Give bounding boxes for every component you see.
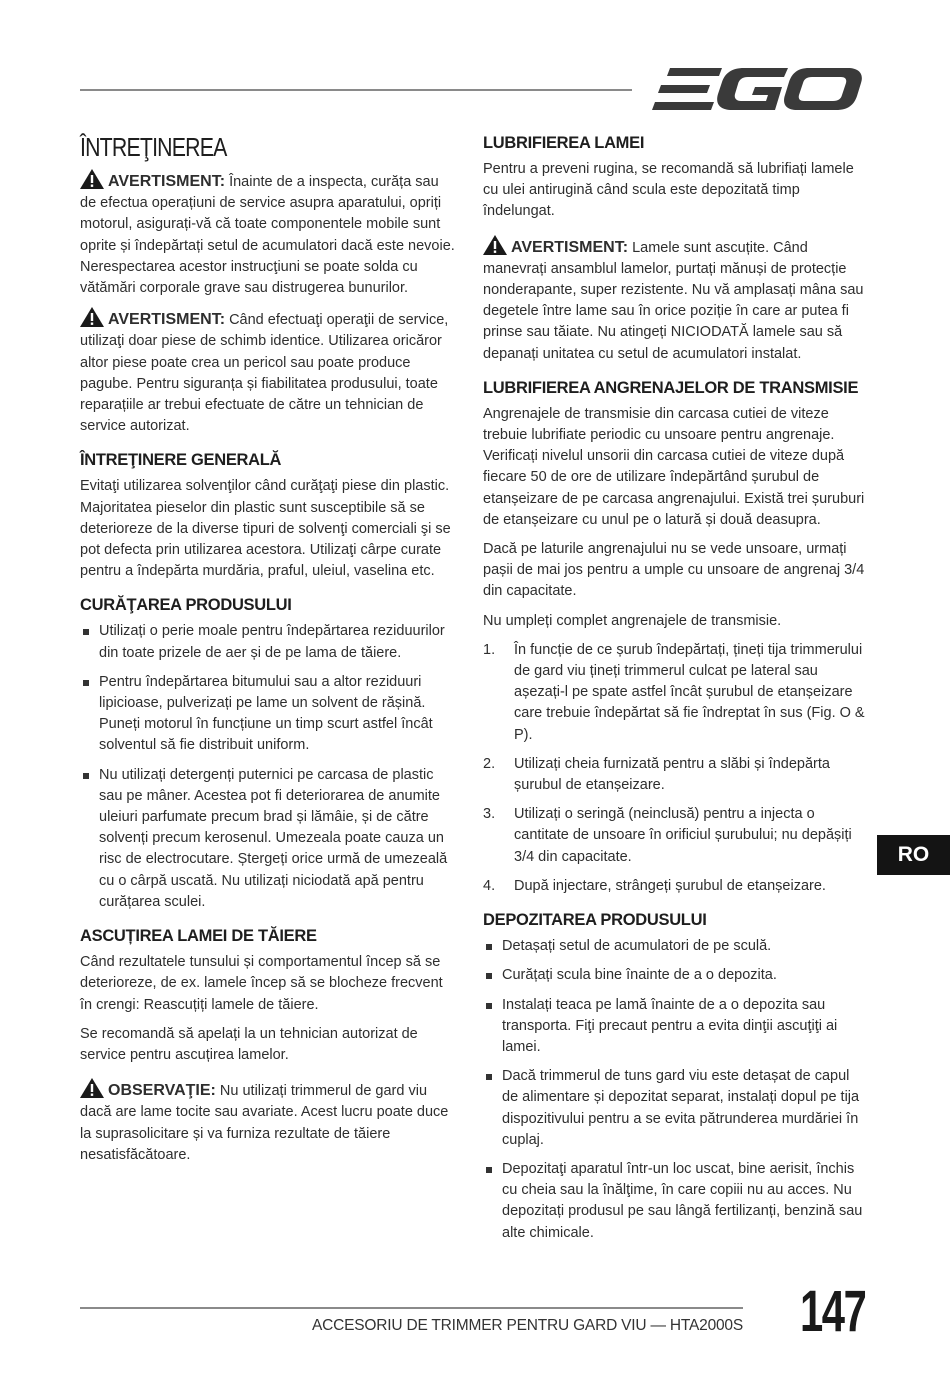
bullet-square-icon	[83, 629, 89, 635]
warning-triangle-icon	[80, 169, 104, 189]
section-heading-storage: DEPOZITAREA PRODUSULUI	[483, 911, 707, 930]
list-item: Nu utilizați detergenți puternici pe carcasa de plastic sau pe mâner. Acestea pot fi deteriorarea de anumite uleiuri parfumate precum brad și lămâie, și de către solvenți precum kerosenul. Umezeala poate cauza un risc de electrocutare. Ștergeți orice urmă de umezeală cu o cârpă uscată. Nu utilizați niciodată apă pentru curățarea sculei.	[80, 765, 458, 913]
warning-block	[80, 307, 458, 437]
bullet-square-icon	[486, 1074, 492, 1080]
blade-lubrication-text: Pentru a preveni rugina, se recomandă să lubrifiați lamele cu ulei antirugină când scula este depozitată timp îndelungat.	[483, 161, 854, 220]
note-label: OBSERVAŢIE:	[108, 1082, 216, 1100]
list-item: Instalați teaca pe lamă înainte de a o depozita sau transporta. Fiţi precaut pentru a evita dinţii ascuţiţi ai lamei.	[483, 995, 865, 1059]
bullet-square-icon	[83, 773, 89, 779]
list-item: Depozitaţi aparatul într-un loc uscat, bine aerisit, închis cu cheia sau la înălţime, în care copiii nu au acces. Nu depozitați produsul pe sau lângă fertilizanți, benzină sau alte chimicale.	[483, 1159, 865, 1244]
list-item: Utilizați o perie moale pentru îndepărtarea reziduurilor din toate prizele de aer și de pe lama de tăiere.	[80, 621, 458, 663]
ego-logo	[652, 66, 862, 112]
warning-triangle-icon	[483, 235, 507, 255]
page-number: 147	[800, 1279, 866, 1344]
list-item: 1. În funcție de ce șurub îndepărtați, țineți tija trimmerului de gard viu țineți trimmerul culcat pe lateral sau așezați-l pe spate astfel încât șurubul de etanșeizare care trebuie îndepărtat să fie îndreptat în sus (Fig. O & P).	[483, 641, 865, 743]
section-heading-cleaning: CURĂŢAREA PRODUSULUI	[80, 596, 292, 615]
bullet-square-icon	[486, 944, 492, 950]
gear-steps-list	[483, 640, 865, 897]
language-tab: RO	[877, 835, 950, 875]
header-rule	[80, 89, 632, 91]
sharpening-text-2: Se recomandă să apelați la un tehnician autorizat de service pentru ascuțirea lamelor.	[80, 1025, 418, 1063]
warning-text: Lamele sunt ascuțite. Când manevrați ansamblul lamelor, purtați mănuși de protecție nonderapante, super rezistente. Nu vă amplasați mâna sau degetele între lame sau în orice poziție în care ar putea fi prinse sau tăiate. Nu atingeți NICIODATĂ lamele sau să depanați unitatea cu setul de acumulatori instalat.	[483, 239, 864, 362]
note-block	[80, 1078, 458, 1166]
bullet-square-icon	[486, 1003, 492, 1009]
warning-triangle-icon	[80, 307, 104, 327]
left-column	[80, 130, 458, 1174]
gear-lubrication-text-1: Angrenajele de transmisie din carcasa cutiei de viteze trebuie lubrifiate periodic cu unsoare pentru angrenaje. Verificați nivelul unsorii din carcasa cutiei de viteze după fiecare 50 de ore de utilizare îndepărtând șurubul de etanșeizare de pe carcasa angrenajului. Există trei șuruburi de etanșeizare cu unul pe o latură și două deasupra.	[483, 405, 865, 528]
warning-label: AVERTISMENT:	[108, 311, 226, 329]
bullet-square-icon	[83, 680, 89, 686]
general-maintenance-text: Evitaţi utilizarea solvenţilor când curăţaţi piese din plastic. Majoritatea pieselor din plastic sunt susceptibile să se deterioreze de la diverse tipuri de solvenţi comerciali şi se pot defecta prin utilizarea acestora. Utilizaţi cârpe curate pentru a îndepărta murdăria, praful, uleiul, vaselina etc.	[80, 478, 451, 580]
sharpening-text-1: Când rezultatele tunsului și comportamentul încep să se deterioreze, de ex. lamele încep să se blocheze frecvent în crengi: Reascuțiți lamele de tăiere.	[80, 954, 443, 1013]
warning-text: Când efectuaţi operaţii de service, utilizaţi doar piese de schimb identice. Utilizarea oricăror altor piese poate crea un pericol sau poate produce pagube. Pentru siguranța și fiabilitatea produsului, toate reparațiile ar trebui efectuate de către un tehnician de service autorizat.	[80, 312, 449, 435]
footer-rule	[80, 1307, 743, 1309]
gear-lubrication-text-2: Dacă pe laturile angrenajului nu se vede unsoare, urmați pașii de mai jos pentru a umple cu unsoare de angrenaj 3/4 din capacitate.	[483, 541, 865, 600]
list-item: Curățați scula bine înainte de a o depozita.	[483, 965, 865, 986]
section-heading-general-maintenance: ÎNTREŢINERE GENERALĂ	[80, 451, 282, 470]
footer-title: ACCESORIU DE TRIMMER PENTRU GARD VIU — HTA2000S	[312, 1317, 743, 1334]
section-heading-sharpening: ASCUȚIREA LAMEI DE TĂIERE	[80, 927, 317, 946]
page-title: ÎNTREŢINEREA	[80, 132, 227, 162]
bullet-square-icon	[486, 1167, 492, 1173]
warning-label: AVERTISMENT:	[511, 238, 629, 256]
list-item: 2. Utilizați cheia furnizată pentru a slăbi și îndepărta șurubul de etanșeizare.	[483, 755, 830, 794]
warning-block	[80, 169, 458, 299]
note-text: Nu utilizați trimmerul de gard viu dacă are lame tocite sau avariate. Acest lucru poate duce la suprasolicitare și va furniza rezultate de tăiere nesatisfăcătoare.	[80, 1083, 449, 1163]
bullet-square-icon	[486, 973, 492, 979]
section-heading-blade-lubrication: LUBRIFIEREA LAMEI	[483, 134, 645, 152]
list-item: Dacă trimmerul de tuns gard viu este detașat de capul de alimentare și depozitat separat, instalați dopul pe tija dispozitivului pentru a se evita pătrunderea murdăriei în cuplaj.	[483, 1066, 865, 1151]
storage-list	[483, 936, 865, 1244]
right-column	[483, 130, 865, 1252]
list-item: Pentru îndepărtarea bitumului sau a altor reziduuri lipicioase, pulverizați pe lame un solvent de rășină. Puneți motorul în funcțiune un timp scurt astfel încât solventul să fie distribuit uniform.	[80, 672, 458, 757]
gear-lubrication-text-3: Nu umpleți complet angrenajele de transmisie.	[483, 612, 782, 629]
warning-label: AVERTISMENT:	[108, 173, 226, 190]
list-item: Detașați setul de acumulatori de pe sculă.	[483, 936, 865, 957]
list-item: 3. Utilizați o seringă (neinclusă) pentru a injecta o cantitate de unsoare în orificiul șurubului; nu depășiți 3/4 din capacitate.	[483, 806, 852, 865]
warning-block	[483, 235, 865, 365]
cleaning-list	[80, 621, 458, 913]
warning-triangle-icon	[80, 1078, 104, 1098]
section-heading-gear-lubrication: LUBRIFIEREA ANGRENAJELOR DE TRANSMISIE	[483, 378, 859, 397]
warning-text: Înainte de a inspecta, curăța sau de efectua operațiuni de service asupra aparatului, opriți motorul, asigurați-vă că toate componentele mobile sunt oprite și îndepărtați setul de acumulatori dacă este nevoie. Nerespectarea acestor instrucţiuni se poate solda cu vătămări corporale grave sau distrugerea bunurilor.	[80, 174, 455, 297]
list-item: 4. După injectare, strângeți șurubul de etanșeizare.	[483, 877, 826, 894]
